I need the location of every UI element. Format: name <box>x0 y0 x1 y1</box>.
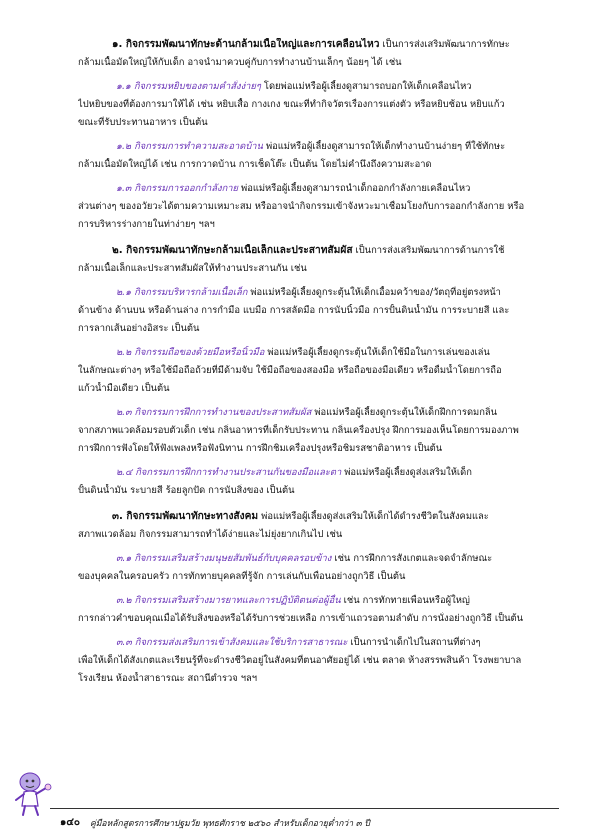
item-text: เป็นการนำเด็กไปในสถานที่ต่างๆ <box>350 637 481 648</box>
item-title: ๓.๑ กิจกรรมเสริมสร้างมนุษยสัมพันธ์กับบุคคลรอบข้าง <box>116 553 332 564</box>
item-line <box>116 182 559 195</box>
item-text: การฝึกการฟังโดยให้ฟังเพลงหรือฟังนิทาน การฝึกชิมเครื่องปรุงหรือชิมรสชาติอาหาร เป็นต้น <box>78 443 443 454</box>
item-text: กล้ามเนื้อมัดใหญ่ได้ เช่น การกวาดบ้าน การเช็ดโต๊ะ เป็นต้น โดยไม่คำนึงถึงความสะอาด <box>78 159 432 170</box>
item-text: ด้านข้าง ด้านบน หรือด้านล่าง การกำมือ แบมือ การสลัดมือ การนับนิ้วมือ การปั้นดินน้ำมัน การระบายสี และ <box>78 305 510 316</box>
item-title: ๑.๑ กิจกรรมหยิบของตามคำสั่งง่ายๆ <box>116 81 261 92</box>
item-line <box>116 80 559 93</box>
item-text: พ่อแม่หรือผู้เลี้ยงดูกระตุ้นให้เด็กฝึกการดมกลิ่น <box>314 407 498 418</box>
item-line <box>116 594 559 607</box>
item-title: ๒.๑ กิจกรรมบริหารกล้ามเนื้อเล็ก <box>116 287 248 298</box>
item-text: จากสภาพแวดล้อมรอบตัวเด็ก เช่น กลิ่นอาหารที่เด็กรับประทาน กลิ่นเครื่องปรุง ฝึกการมองเห็นโดยการมองภาพ <box>78 425 519 436</box>
item-line <box>116 140 559 153</box>
section-intro: พ่อแม่หรือผู้เลี้ยงดูส่งเสริมให้เด็กได้ดำรงชีวิตในสังคมและ <box>261 511 489 522</box>
section-2-heading-line <box>112 244 559 257</box>
item-text: พ่อแม่หรือผู้เลี้ยงดูกระตุ้นให้เด็กใช้มือในการเล่นของเล่น <box>267 347 490 358</box>
page-footer <box>50 808 559 827</box>
section-3-heading-line <box>112 510 559 523</box>
section-intro: สภาพแวดล้อม กิจกรรมสามารถทำได้ง่ายและไม่ยุ่งยากเกินไป เช่น <box>78 529 343 540</box>
item-text: เช่น การฝึกการสังเกตและจดจำลักษณะ <box>334 553 493 564</box>
item-title: ๑.๒ กิจกรรมการทำความสะอาดบ้าน <box>116 141 263 152</box>
item-title: ๓.๓ กิจกรรมส่งเสริมการเข้าสังคมและใช้บริการสาธารณะ <box>116 637 348 648</box>
section-heading: ๒. กิจกรรมพัฒนาทักษะกล้ามเนื้อเล็กและประสาทสัมผัส <box>112 245 353 256</box>
item-text: โรงเรียน ห้องน้ำสาธารณะ สถานีตำรวจ ฯลฯ <box>78 673 258 684</box>
item-text: ของบุคคลในครอบครัว การทักทายบุคคลที่รู้จัก การเล่นกับเพื่อนอย่างถูกวิธี เป็นต้น <box>78 571 406 582</box>
section-heading: ๑. กิจกรรมพัฒนาทักษะด้านกล้ามเนื้อใหญ่และการเคลื่อนไหว <box>112 39 380 50</box>
item-title: ๑.๓ กิจกรรมการออกกำลังกาย <box>116 183 239 194</box>
item-title: ๒.๒ กิจกรรมถือของด้วยมือหรือนิ้วมือ <box>116 347 265 358</box>
item-text: ส่วนต่างๆ ของอวัยวะได้ตามความเหมาะสม หรืออาจนำกิจกรรมเข้าจังหวะมาเชื่อมโยงกับการออกกำลังกาย หรือ <box>78 201 525 212</box>
item-title: ๒.๔ กิจกรรมการฝึกการทำงานประสานกันของมือและตา <box>116 467 342 478</box>
item-line <box>116 636 559 649</box>
item-line <box>116 466 559 479</box>
item-text: โดยพ่อแม่หรือผู้เลี้ยงดูสามารถบอกให้เด็กเคลื่อนไหว <box>263 81 472 92</box>
item-text: การบริหารร่างกายในท่าง่ายๆ ฯลฯ <box>78 219 215 230</box>
item-text: พ่อแม่หรือผู้เลี้ยงดูสามารถให้เด็กทำงานบ้านง่ายๆ ที่ใช้ทักษะ <box>265 141 506 152</box>
item-text: การกล่าวคำขอบคุณเมื่อได้รับสิ่งของหรือได้รับการช่วยเหลือ การเข้าแถวรอตามลำดับ การนั่งอย่างถูกวิธี เป็นต้น <box>78 613 523 624</box>
item-text: เช่น การทักทายเพื่อนหรือผู้ใหญ่ <box>343 595 470 606</box>
section-intro: กล้ามเนื้อมัดใหญ่ให้กับเด็ก อาจนำมาควบคู่กับการทำงานบ้านเล็กๆ น้อยๆ ได้ เช่น <box>78 57 402 68</box>
item-line <box>116 346 559 359</box>
item-line <box>116 406 559 419</box>
item-text: เพื่อให้เด็กได้สังเกตและเรียนรู้ที่จะดำรงชีวิตอยู่ในสังคมที่ตนอาศัยอยู่ได้ เช่น ตลาด ห้างสรรพสินค้า โรงพยาบาล <box>78 655 522 666</box>
footer-text: คู่มือหลักสูตรการศึกษาปฐมวัย พุทธศักราช ๒๕๖๐ สำหรับเด็กอายุต่ำกว่า ๓ ปี <box>90 819 370 829</box>
item-text: พ่อแม่หรือผู้เลี้ยงดูสามารถนำเด็กออกกำลังกายเคลื่อนไหว <box>241 183 471 194</box>
section-1-heading-line <box>112 38 559 51</box>
page-number: ๑๔๐ <box>60 817 81 828</box>
item-text: ปั้นดินน้ำมัน ระบายสี ร้อยลูกปัด การนับสิ่งของ เป็นต้น <box>78 485 295 496</box>
item-text: การลากเส้นอย่างอิสระ เป็นต้น <box>78 323 200 334</box>
item-text: พ่อแม่หรือผู้เลี้ยงดูกระตุ้นให้เด็กเอื้อมคว้าของ/วัตถุที่อยู่ตรงหน้า <box>250 287 501 298</box>
item-text: ขณะที่รับประทานอาหาร เป็นต้น <box>78 117 208 128</box>
section-heading: ๓. กิจกรรมพัฒนาทักษะทางสังคม <box>112 511 259 522</box>
section-intro: กล้ามเนื้อเล็กและประสาทสัมผัสให้ทำงานประสานกัน เช่น <box>78 263 307 274</box>
item-title: ๒.๓ กิจกรรมการฝึกการทำงานของประสาทสัมผัส <box>116 407 312 418</box>
item-line <box>116 286 559 299</box>
item-text: ไปหยิบของที่ต้องการมาให้ได้ เช่น หยิบเสื้อ กางเกง ขณะที่ทำกิจวัตรเรื่องการแต่งตัว หรือหยิบช้อน หยิบแก้ว <box>78 99 505 110</box>
item-text: ในลักษณะต่างๆ หรือใช้มือถือถ้วยที่มีด้ามจับ ใช้มือถือของสองมือ หรือถือของมือเดียว หรือดื่มน้ำโดยการถือ <box>78 365 502 376</box>
item-text: พ่อแม่หรือผู้เลี้ยงดูส่งเสริมให้เด็ก <box>344 467 472 478</box>
item-title: ๓.๒ กิจกรรมเสริมสร้างมารยาทและการปฏิบัติตนต่อผู้อื่น <box>116 595 341 606</box>
item-line <box>116 552 559 565</box>
section-intro: เป็นการส่งเสริมพัฒนาการด้านการใช้ <box>355 245 505 256</box>
item-text: แก้วน้ำมือเดียว เป็นต้น <box>78 383 170 394</box>
section-intro: เป็นการส่งเสริมพัฒนาการทักษะ <box>382 39 510 50</box>
